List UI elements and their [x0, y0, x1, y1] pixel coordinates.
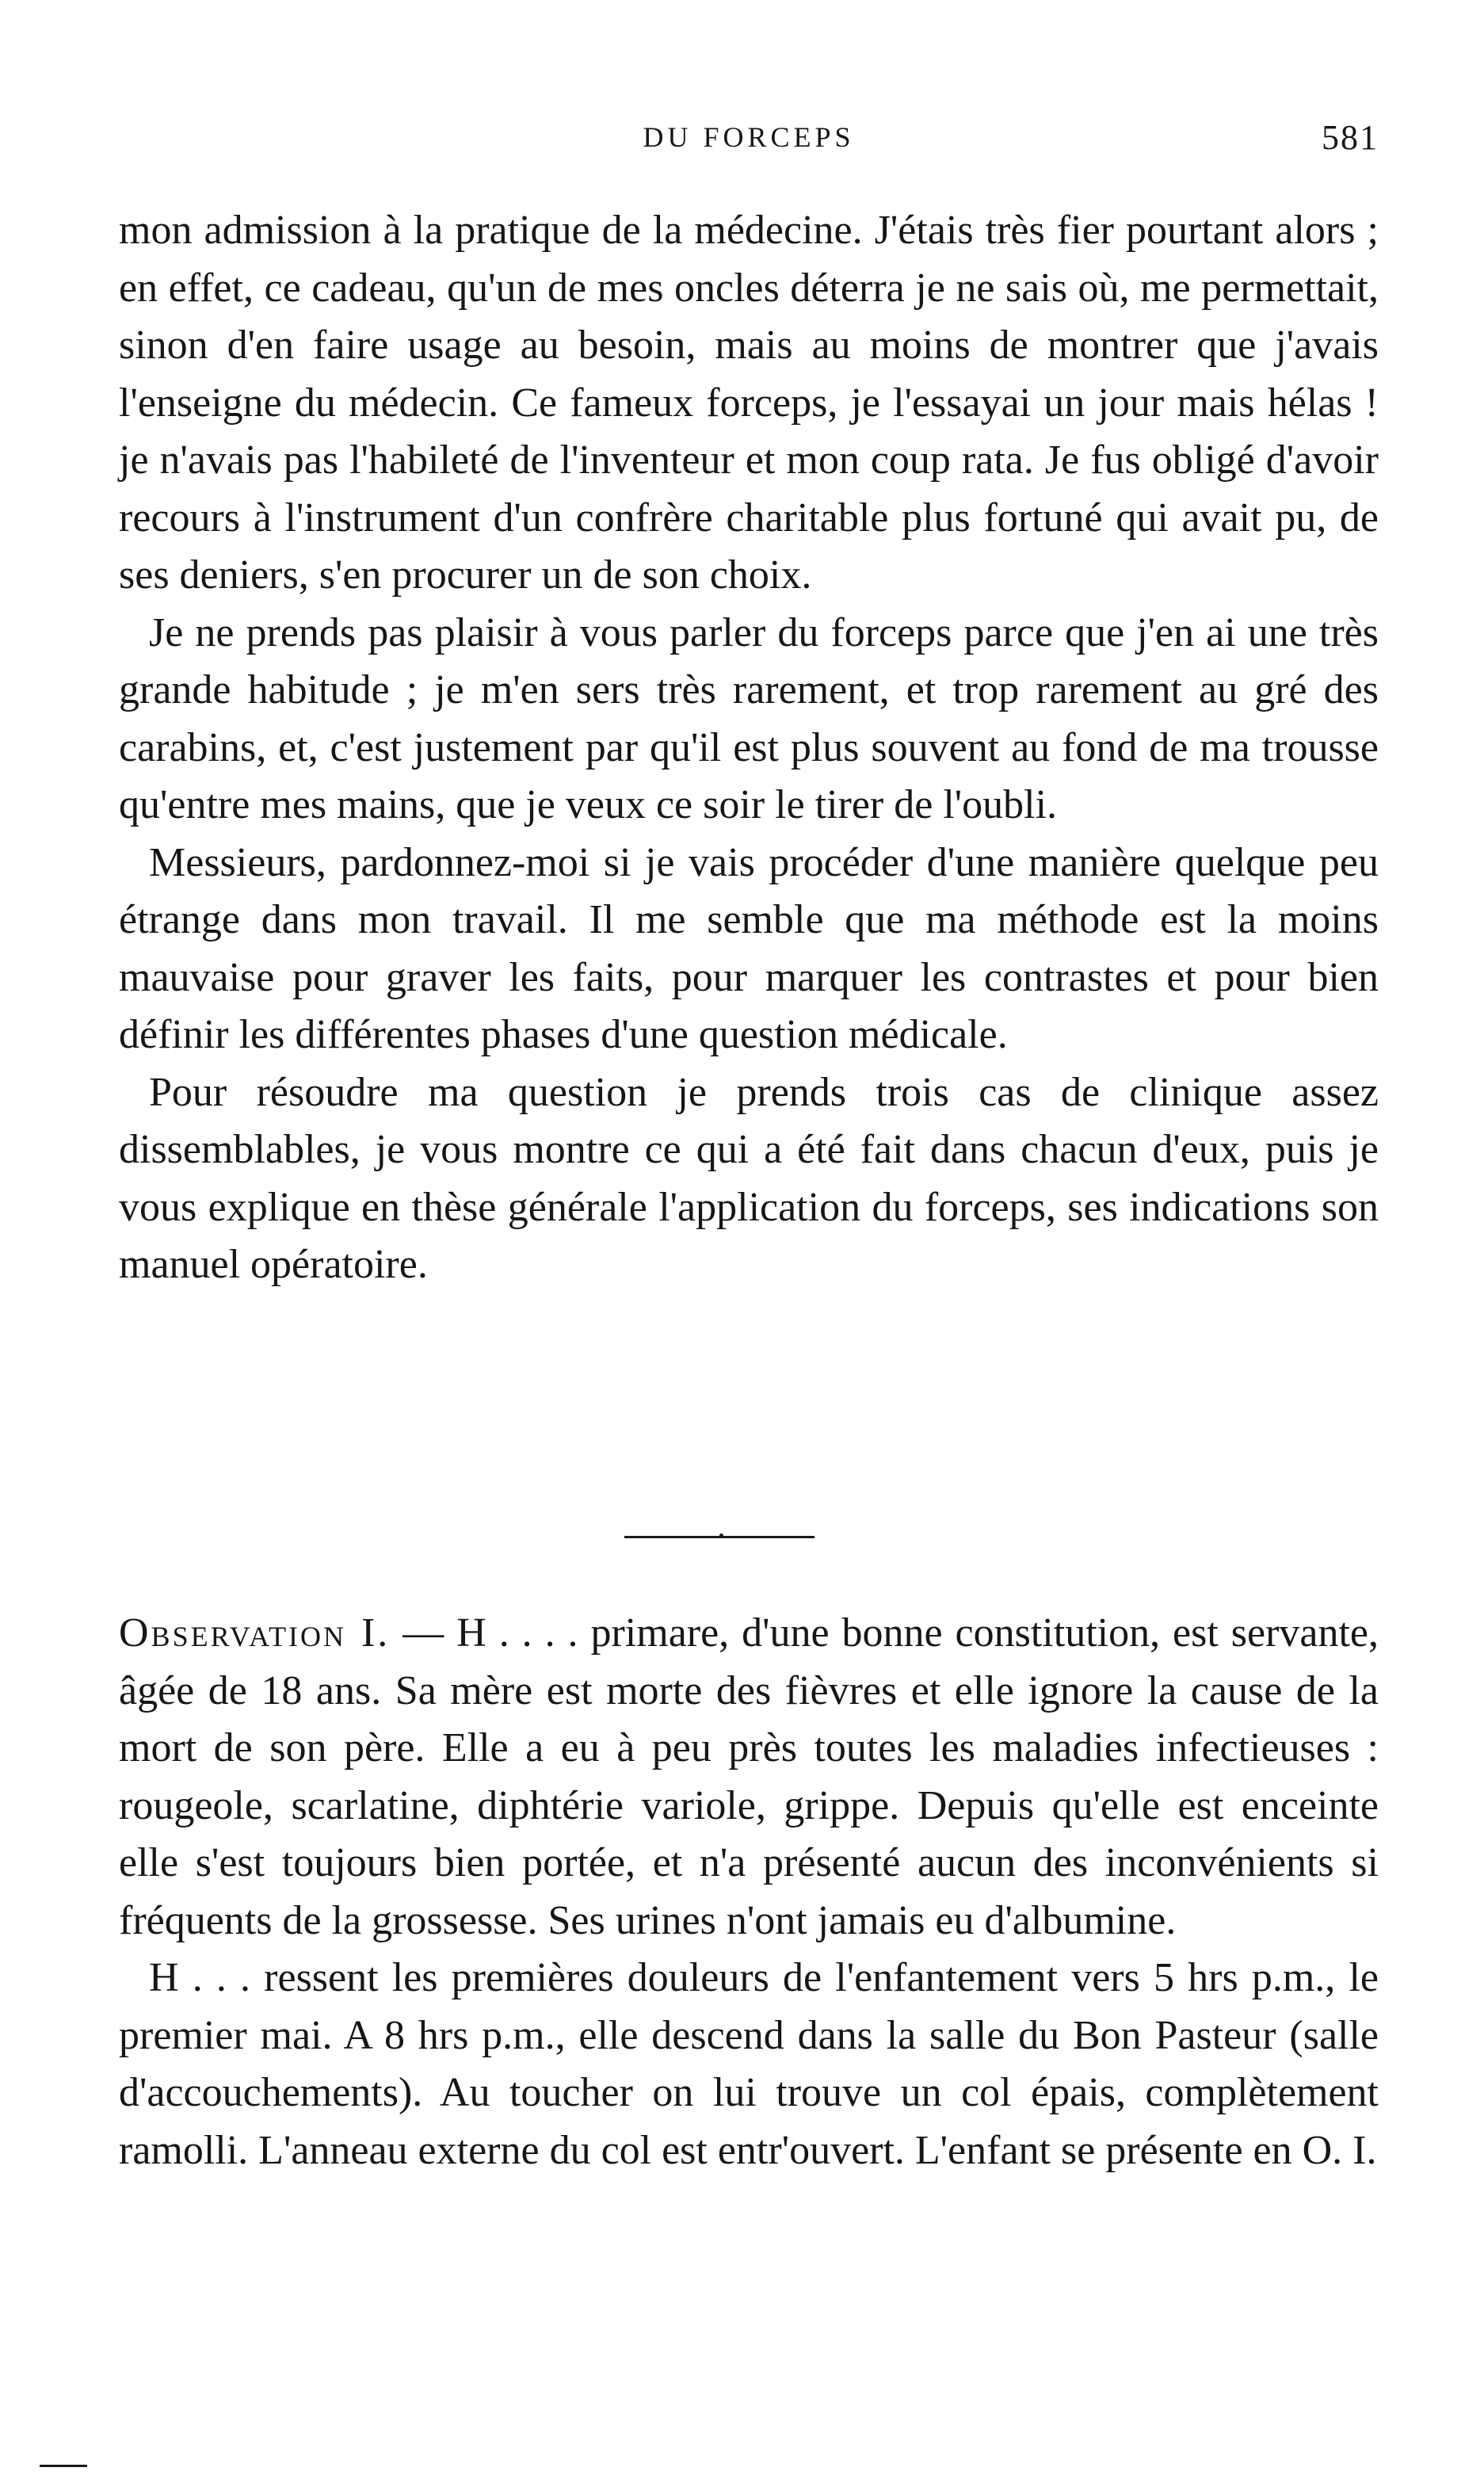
- observation-text: — H . . . . primare, d'une bonne constitution, est servante, âgée de 18 ans. Sa mère est morte des fièvres et elle ignore la cause de la mort de son père. Elle a eu à peu près toutes les maladies infectieuses : rougeole, scarlatine, diphtérie variole, grippe. Depuis qu'elle est enceinte elle s'est toujours bien portée, et n'a présenté aucun des inconvénients si fréquents de la grossesse. Ses urines n'ont jamais eu d'albumine.: [119, 1610, 1379, 1943]
- observation-section: [119, 1605, 1379, 2179]
- bottom-edge-mark: [40, 2465, 87, 2467]
- observation-paragraph: [119, 1605, 1379, 1950]
- running-title: DU FORCEPS: [643, 121, 855, 153]
- paragraph: Pour résoudre ma question je prends trois cas de clinique assez dissemblables, je vous montre ce qui a été fait dans chacun d'eux, puis je vous explique en thèse générale l'application du forceps, ses indications son manuel opératoire.: [119, 1069, 1379, 1287]
- paragraph: Messieurs, pardonnez-moi si je vais procéder d'une manière quelque peu étrange dans mon travail. Il me semble que ma méthode est la moins mauvaise pour graver les faits, pour marquer les contrastes et pour bien définir les différentes phases d'une question médicale.: [119, 839, 1379, 1057]
- paragraph-continued: mon admission à la pratique de la médecine. J'étais très fier pourtant alors ; en effet, ce cadeau, qu'un de mes oncles déterra je ne sais où, me permettait, sinon d'en faire usage au besoin, mais au moins de montrer que j'avais l'enseigne du médecin. Ce fameux forceps, je l'essayai un jour mais hélas ! je n'avais pas l'habileté de l'inventeur et mon coup rata. Je fus obligé d'avoir recours à l'instrument d'un confrère charitable plus fortuné qui avait pu, de ses deniers, s'en procurer un de son choix.: [119, 208, 1379, 598]
- running-head: [119, 120, 1379, 168]
- page-number: 581: [1322, 118, 1379, 157]
- separator-dot: [719, 1534, 723, 1537]
- observation-continuation: H . . . ressent les premières douleurs de l'enfantement vers 5 hrs p.m., le premier mai. A 8 hrs p.m., elle descend dans la salle du Bon Pasteur (salle d'accouchements). Au toucher on lui trouve un col épais, complètement ramolli. L'anneau externe du col est entr'ouvert. L'enfant se présente en O. I.: [119, 1955, 1379, 2173]
- paragraph: Je ne prends pas plaisir à vous parler du forceps parce que j'en ai une très grande habitude ; je m'en sers très rarement, et trop rarement au gré des carabins, et, c'est justement par qu'il est plus souvent au fond de ma trousse qu'entre mes mains, que je veux ce soir le tirer de l'oubli.: [119, 609, 1379, 827]
- observation-label: Observation I.: [119, 1610, 391, 1656]
- body-text: [119, 202, 1379, 1294]
